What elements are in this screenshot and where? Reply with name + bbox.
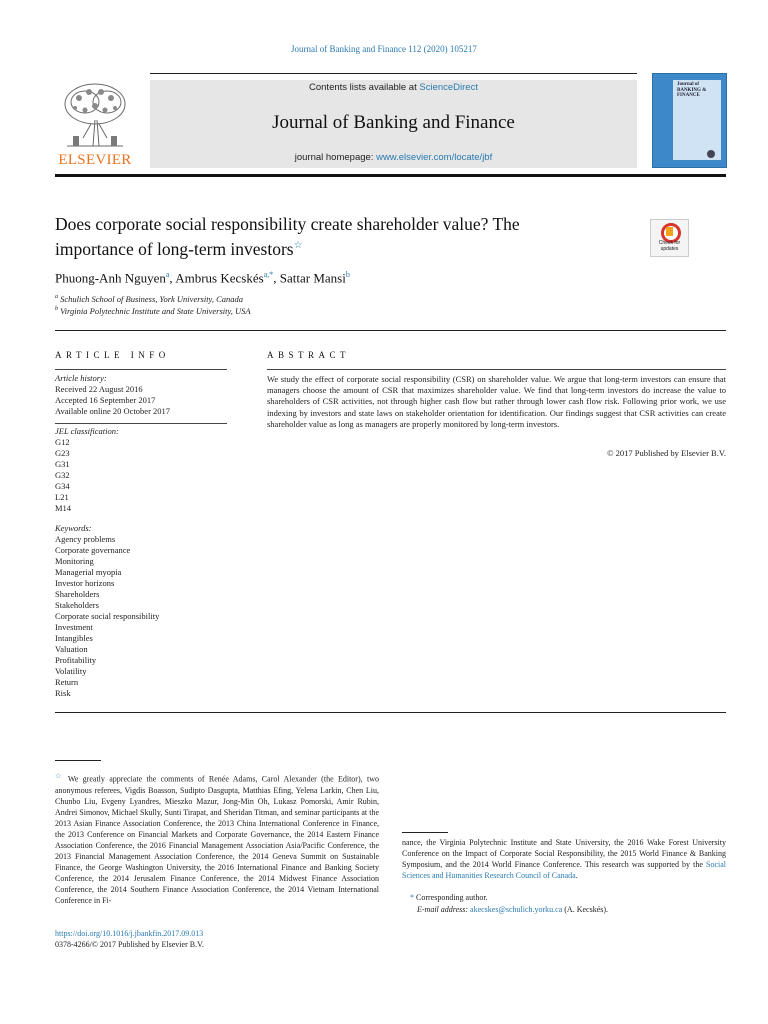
history-item: Accepted 16 September 2017 [55,395,156,405]
abstract-text: We study the effect of corporate social responsibility (CSR) on shareholder value. We argue that long-term investors can ensure that managers choose the amount of CSR that maximizes shareholder value. We find that long-term investors do increase the value to shareholders of CSR activities, not through higher cash flow but rather through lower cash flow risk. Following prior work, we use indexing by investors and state laws on stakeholder orientation for identification. Our findings suggest that CSR activities can create shareholder value as long as managers are properly monitored by long-term investors. [267,374,726,429]
keyword: Managerial myopia [55,567,122,577]
title-footnote-star[interactable]: ☆ [293,240,303,251]
acknowledgment-text-right: nance, the Virginia Polytechnic Institute and State University, the 2016 Wake Forest University Conference on the Impact of Corporate Social Responsibility, the 2015 World Finance & Banking Symposium, and the 2014 World Finance Conference. This research was supported by the [402,838,726,869]
jel-code: M14 [55,503,72,513]
keyword: Return [55,677,79,687]
journal-homepage-line [150,152,637,163]
affiliation-a [55,294,243,304]
article-info-heading: ARTICLE INFO [55,350,170,360]
header-top-rule [150,73,637,74]
journal-cover-thumbnail[interactable] [652,73,727,168]
footnote-rule [55,760,101,761]
article-info-rule [55,369,227,370]
acknowledgment-continued [402,837,726,881]
abstract-rule [267,369,726,370]
keyword: Valuation [55,644,88,654]
history-item: Received 22 August 2016 [55,384,143,394]
article-history [55,373,170,417]
cover-title: Journal of BANKING & FINANCE [677,82,707,98]
keyword: Profitability [55,655,97,665]
footnote-rule-right [402,832,448,833]
author-name[interactable]: Phuong-Anh Nguyen [55,270,166,286]
keyword: Monitoring [55,556,94,566]
abstract-copyright: © 2017 Published by Elsevier B.V. [607,448,726,458]
funder-link[interactable]: Social Sciences and Humanities Research Council of Canada [402,860,726,880]
jel-classification [55,426,119,514]
author-name[interactable]: Ambrus Kecskés [175,270,264,286]
email-link[interactable]: akecskes@schulich.yorku.ca [470,905,563,914]
keywords [55,523,159,699]
crossmark-label-1: Check for [658,240,681,246]
footnote-star-mark: ☆ [55,772,64,780]
author-affil-sup[interactable]: b [345,270,350,279]
author-separator: , [273,270,280,286]
affiliation-b [55,306,251,316]
jel-code: L21 [55,492,69,502]
title-line-1: Does corporate social responsibility create shareholder value? The [55,214,520,234]
header-thick-rule [55,174,726,177]
affiliation-sup: a [55,294,58,301]
crossmark-label [651,241,688,252]
keyword: Volatility [55,666,87,676]
jel-code: G34 [55,481,70,491]
author-name[interactable]: Sattar Mansi [279,270,346,286]
corresponding-author-note [410,893,488,902]
crossmark-icon[interactable] [650,219,689,257]
keyword: Corporate governance [55,545,131,555]
keyword: Stakeholders [55,600,99,610]
keyword: Corporate social responsibility [55,611,160,621]
elsevier-wordmark: ELSEVIER [58,152,132,168]
keyword: Agency problems [55,534,116,544]
keyword: Shareholders [55,589,100,599]
cover-badge-icon [707,150,715,158]
author-affil-sup[interactable]: a [165,270,170,279]
contents-prefix: Contents lists available at [309,82,420,93]
acknowledgment-footnote [55,771,379,906]
abstract-heading: ABSTRACT [267,350,351,360]
title-line-2: importance of long-term investors [55,238,294,259]
corresponding-mark: * [410,893,414,902]
jel-label: JEL classification: [55,426,119,436]
author-list [55,270,350,286]
acknowledgment-text-left: We greatly appreciate the comments of Renée Adams, Carol Alexander (the Editor), two anonymous referees, Vigdis Boasson, Sudipto Dasgupta, Matthias Efing, Yelena Larkin, Chen Liu, Chunbo Liu, Evgeny Lyandres, Mieszko Mazur, Jong-Min Oh, Lukasz Pomorski, Amir Rubin, Andrei Simonov, Michael Skully, Sunti Tirapat, and Sheridan Titman, and seminar participants at the 2013 Asian Finance Association Conference, the 2013 China International Conference in Finance, the 2013 Conference on Financial Markets and Corporate Governance, the 2014 Eastern Finance Association Conference, the 2016 Financial Management Association Asia/Pacific Conference, the 2013 Financial Management Association Conference, the 2014 Geneva Summit on Sustainable Finance, the George Washington University, the 2016 International Finance and Banking Society Conference, the 2014 Jerusalem Finance Conference, the 2014 Midwest Finance Association Conference, the 2014 Southern Finance Association Conference, the 2014 Vietnam International Conference in Fi- [55,774,379,905]
affiliation-text: Schulich School of Business, York University, Canada [60,294,244,304]
keyword: Investor horizons [55,578,115,588]
section-rule [55,330,726,331]
funder-end: . [575,871,578,880]
journal-citation[interactable]: Journal of Banking and Finance 112 (2020) 105217 [291,44,477,54]
jel-code: G32 [55,470,70,480]
history-label: Article history: [55,373,107,383]
email-note [417,905,608,914]
journal-title: Journal of Banking and Finance [272,112,515,133]
email-label: E-mail address: [417,905,469,914]
author-separator: , [169,270,176,286]
contents-available-line [150,82,637,93]
jel-code: G23 [55,448,70,458]
keyword: Investment [55,622,93,632]
corresponding-text: Corresponding author. [416,893,488,902]
history-item: Available online 20 October 2017 [55,406,171,416]
homepage-link[interactable]: www.elsevier.com/locate/jbf [376,152,493,163]
keyword: Intangibles [55,633,93,643]
sciencedirect-link[interactable]: ScienceDirect [419,82,478,93]
doi-link[interactable]: https://doi.org/10.1016/j.jbankfin.2017.09.013 [55,929,204,938]
article-info-rule [55,423,227,424]
crossmark-bookmark [666,227,673,236]
keywords-label: Keywords: [55,523,92,533]
homepage-prefix: journal homepage: [294,152,377,163]
article-title [55,213,635,260]
crossmark-label-2: updates [660,245,679,252]
author-affil-sup[interactable]: a,* [263,270,274,279]
affiliation-text: Virginia Polytechnic Institute and State University, USA [60,306,251,316]
affiliation-sup: b [55,306,58,313]
keyword: Risk [55,688,71,698]
front-matter-end-rule [55,712,726,713]
email-name: (A. Kecskés). [564,905,609,914]
jel-code: G12 [55,437,70,447]
jel-code: G31 [55,459,70,469]
issn-line: 0378-4266/© 2017 Published by Elsevier B.V. [55,940,204,949]
